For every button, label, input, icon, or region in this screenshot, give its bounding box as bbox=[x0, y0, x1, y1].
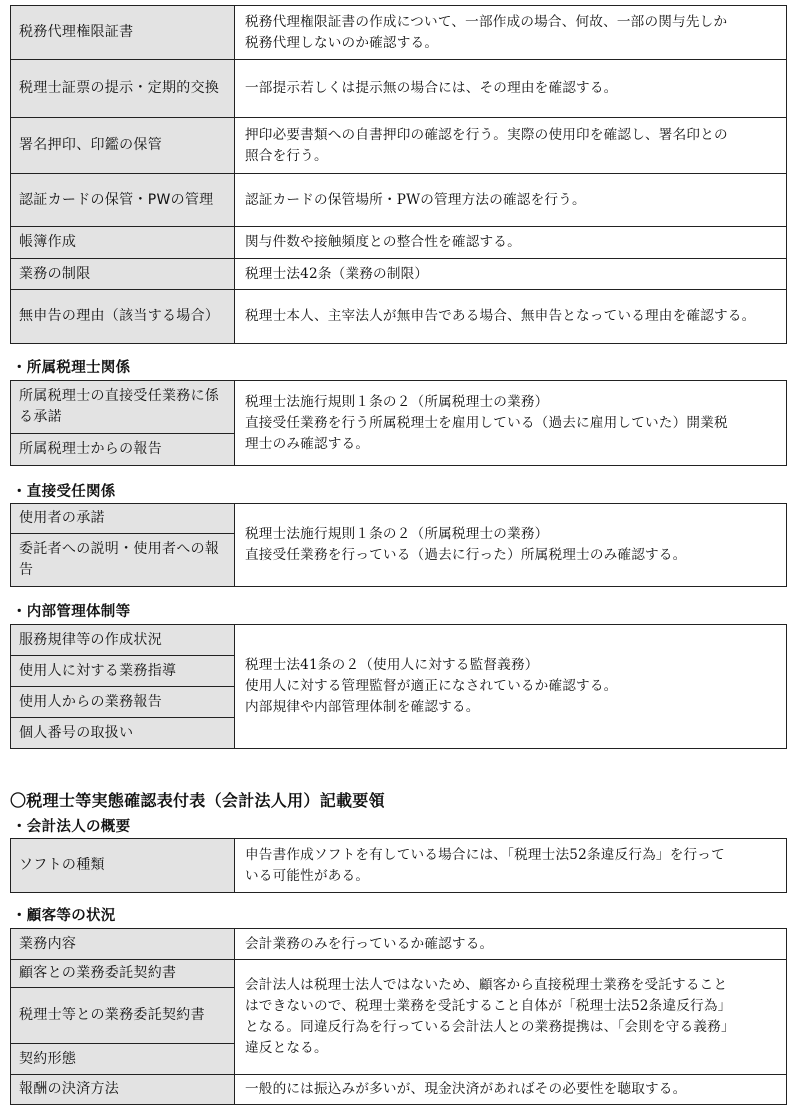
row-description: 税理士法42条（業務の制限） bbox=[235, 259, 787, 290]
row-label: 服務規律等の作成状況 bbox=[11, 625, 235, 656]
row-description: 会計業務のみを行っているか確認する。 bbox=[235, 929, 787, 960]
row-label: 顧客との業務委託契約書 bbox=[11, 960, 235, 988]
table-row bbox=[11, 118, 787, 174]
check-table-general bbox=[10, 5, 787, 344]
section-heading-kokyaku: ・顧客等の状況 bbox=[12, 908, 116, 924]
row-description: 認証カードの保管場所・PWの管理方法の確認を行う。 bbox=[235, 174, 787, 227]
row-label: 業務内容 bbox=[11, 929, 235, 960]
table-row bbox=[11, 227, 787, 259]
row-description: 関与件数や接触頻度との整合性を確認する。 bbox=[235, 227, 787, 259]
table-row bbox=[11, 625, 787, 656]
row-label: 委託者への説明・使用者への報告 bbox=[11, 534, 235, 587]
row-description: 一部提示若しくは提示無の場合には、その理由を確認する。 bbox=[235, 60, 787, 118]
row-label: 報酬の決済方法 bbox=[11, 1075, 235, 1105]
row-description: 一般的には振込みが多いが、現金決済があればその必要性を聴取する。 bbox=[235, 1075, 787, 1105]
check-table-shozoku bbox=[10, 380, 787, 466]
section-heading-shozoku: ・所属税理士関係 bbox=[12, 360, 131, 376]
check-table-naibu bbox=[10, 624, 787, 749]
table-row bbox=[11, 174, 787, 227]
table-row bbox=[11, 960, 787, 988]
row-label: 所属税理士の直接受任業務に係る承諾 bbox=[11, 381, 235, 434]
row-label: 税理士証票の提示・定期的交換 bbox=[11, 60, 235, 118]
section-heading-naibu: ・内部管理体制等 bbox=[12, 604, 131, 620]
table-row bbox=[11, 839, 787, 893]
row-description: 税理士法施行規則１条の２（所属税理士の業務） 直接受任業務を行う所属税理士を雇用している（過去に雇用していた）開業税 理士のみ確認する。 bbox=[235, 381, 787, 466]
table-row bbox=[11, 6, 787, 60]
table-row bbox=[11, 1075, 787, 1105]
row-label: 所属税理士からの報告 bbox=[11, 434, 235, 466]
row-description: 会計法人は税理士法人ではないため、顧客から直接税理士業務を受託すること はできないので、税理士業務を受託すること自体が「税理士法52条違反行為」 となる。同違反行為を行っている会計法人との業務提携は、「会則を守る義務」 違反となる。 bbox=[235, 960, 787, 1075]
table-row bbox=[11, 290, 787, 344]
row-label: 認証カードの保管・PWの管理 bbox=[11, 174, 235, 227]
row-label: 税務代理権限証書 bbox=[11, 6, 235, 60]
table-row bbox=[11, 60, 787, 118]
section-heading-chokusetsu: ・直接受任関係 bbox=[12, 484, 116, 500]
check-table-kokyaku bbox=[10, 928, 787, 1105]
row-description: 税理士本人、主宰法人が無申告である場合、無申告となっている理由を確認する。 bbox=[235, 290, 787, 344]
row-label: 使用者の承諾 bbox=[11, 504, 235, 534]
row-label: 使用人に対する業務指導 bbox=[11, 656, 235, 687]
table-row bbox=[11, 381, 787, 434]
row-label: 無申告の理由（該当する場合） bbox=[11, 290, 235, 344]
table-row bbox=[11, 929, 787, 960]
row-label: 署名押印、印鑑の保管 bbox=[11, 118, 235, 174]
section-heading-gaiyo: ・会計法人の概要 bbox=[12, 819, 131, 835]
check-table-gaiyo bbox=[10, 838, 787, 893]
table-row bbox=[11, 504, 787, 534]
row-label: 税理士等との業務委託契約書 bbox=[11, 988, 235, 1044]
row-label: 契約形態 bbox=[11, 1044, 235, 1075]
row-label: 個人番号の取扱い bbox=[11, 718, 235, 749]
row-description: 税理士法41条の２（使用人に対する監督義務） 使用人に対する管理監督が適正になされているか確認する。 内部規律や内部管理体制を確認する。 bbox=[235, 625, 787, 749]
row-description: 税理士法施行規則１条の２（所属税理士の業務） 直接受任業務を行っている（過去に行った）所属税理士のみ確認する。 bbox=[235, 504, 787, 587]
row-label: 帳簿作成 bbox=[11, 227, 235, 259]
page-title: 〇税理士等実態確認表付表（会計法人用）記載要領 bbox=[10, 791, 385, 810]
row-label: 業務の制限 bbox=[11, 259, 235, 290]
row-description: 申告書作成ソフトを有している場合には、「税理士法52条違反行為」を行って いる可能性がある。 bbox=[235, 839, 787, 893]
row-label: 使用人からの業務報告 bbox=[11, 687, 235, 718]
row-description: 税務代理権限証書の作成について、一部作成の場合、何故、一部の関与先しか 税務代理しないのか確認する。 bbox=[235, 6, 787, 60]
check-table-chokusetsu bbox=[10, 503, 787, 587]
row-label: ソフトの種類 bbox=[11, 839, 235, 893]
table-row bbox=[11, 259, 787, 290]
row-description: 押印必要書類への自書押印の確認を行う。実際の使用印を確認し、署名印との 照合を行う。 bbox=[235, 118, 787, 174]
